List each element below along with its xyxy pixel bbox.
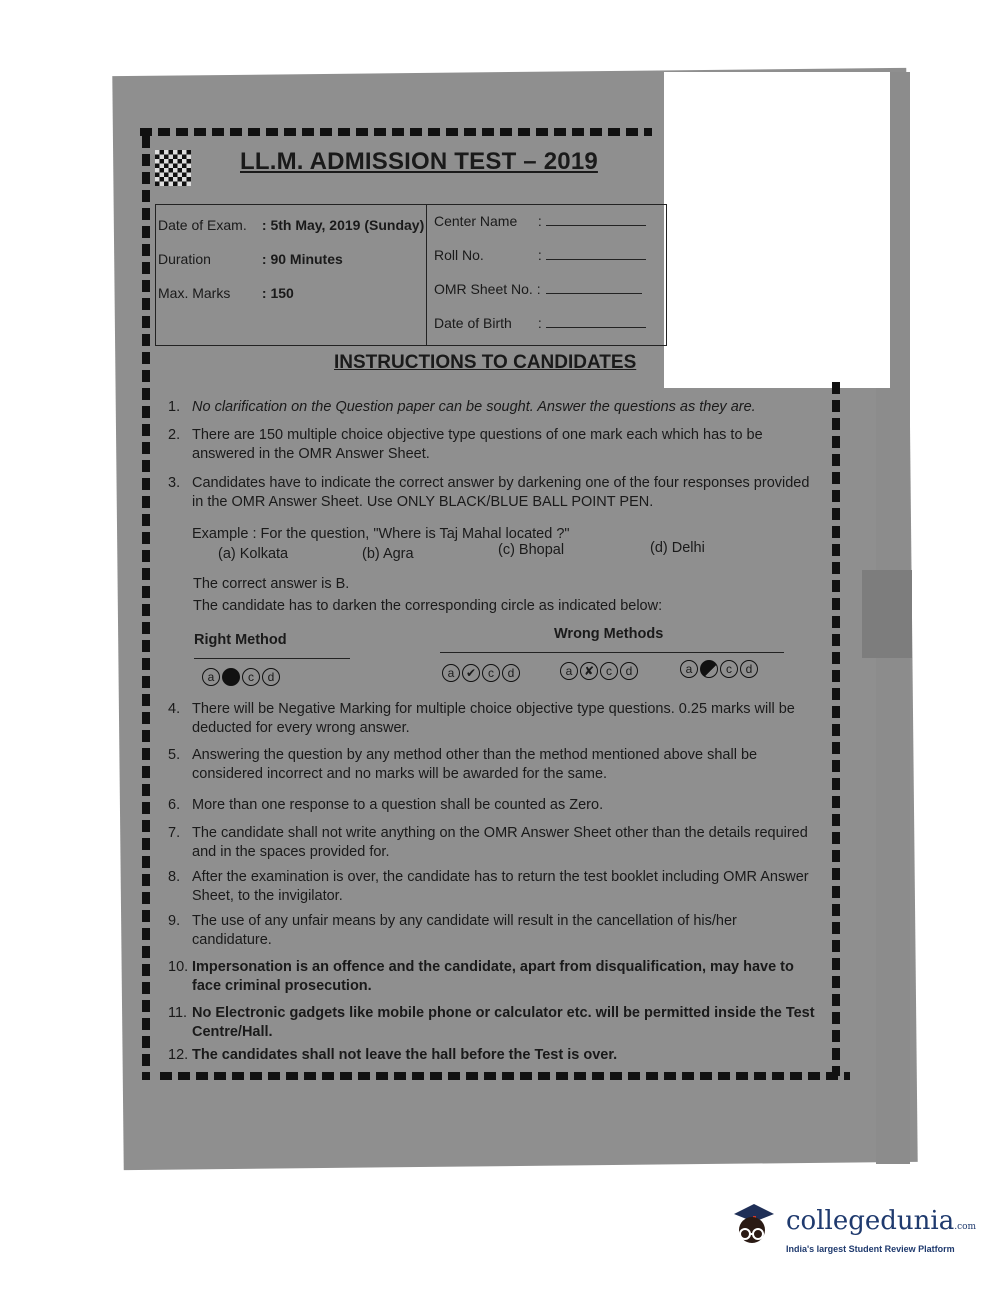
- student-mascot-icon: [728, 1200, 776, 1250]
- omr-label: OMR Sheet No. :: [434, 281, 541, 297]
- instruction-item: 6. More than one response to a question shall be counted as Zero.: [168, 797, 604, 813]
- bubble-d: d: [740, 660, 758, 678]
- wrong-method-cross-bubbles: [560, 662, 638, 680]
- logo-wordmark: collegedunia.com: [786, 1206, 977, 1236]
- example-option-b: (b) Agra: [362, 546, 414, 562]
- bubble-b-ticked: ✔: [462, 664, 480, 682]
- bubble-a: a: [560, 662, 578, 680]
- dob-row: [434, 315, 646, 331]
- center-colon: :: [537, 213, 542, 229]
- dob-field: [546, 317, 646, 328]
- instruction-item: 9. The use of any unfair means by any candidate will result in the cancellation of his/her candidature.: [168, 913, 737, 948]
- bubble-d: d: [502, 664, 520, 682]
- duration-row: [158, 251, 343, 267]
- example-option-c: (c) Bhopal: [498, 542, 565, 558]
- blank-patch: [664, 72, 890, 388]
- bubble-a: a: [442, 664, 460, 682]
- bubble-c: c: [242, 668, 260, 686]
- example-darken: The candidate has to darken the corresponding circle as indicated below:: [193, 598, 663, 614]
- dashed-border-right: [832, 382, 840, 1076]
- omr-field: [546, 283, 642, 294]
- example-question: Example : For the question, "Where is Taj Mahal located ?": [192, 526, 570, 542]
- logo-suffix: .com: [954, 1222, 977, 1232]
- bubble-a: a: [680, 660, 698, 678]
- bubble-c: c: [482, 664, 500, 682]
- center-label: Center Name: [434, 213, 518, 229]
- right-method-label: Right Method: [194, 632, 287, 648]
- bubble-d: d: [262, 668, 280, 686]
- dashed-border-top: [140, 128, 652, 136]
- date-value: : 5th May, 2019 (Sunday): [261, 217, 425, 233]
- center-row: [434, 213, 646, 229]
- instruction-item: 8. After the examination is over, the candidate has to return the test booklet including OMR Answer Sheet, to the invigilator.: [168, 869, 809, 904]
- instruction-item: 12. The candidates shall not leave the hall before the Test is over.: [168, 1047, 618, 1063]
- instruction-item: 3. Candidates have to indicate the correct answer by darkening one of the four responses provided in the OMR Answer Sheet. Use ONLY BLACK/BLUE BALL POINT PEN.: [168, 475, 810, 510]
- logo-tagline: India's largest Student Review Platform: [786, 1244, 955, 1254]
- page-title: LL.M. ADMISSION TEST – 2019: [240, 148, 598, 175]
- example-option-d: (d) Delhi: [650, 540, 705, 556]
- marks-row: [158, 285, 294, 301]
- dob-label: Date of Birth: [434, 315, 512, 331]
- right-method-rule: [194, 658, 350, 659]
- roll-field: [546, 249, 646, 260]
- qr-code-icon: [155, 150, 191, 186]
- exam-info-table: [155, 204, 667, 346]
- instruction-item: 2. There are 150 multiple choice objective type questions of one mark each which has to be answered in the OMR Answer Sheet.: [168, 427, 763, 462]
- example-option-a: (a) Kolkata: [218, 546, 289, 562]
- duration-value: : 90 Minutes: [261, 251, 343, 267]
- bubble-b-partial: [700, 660, 718, 678]
- instruction-item: 10. Impersonation is an offence and the candidate, apart from disqualification, may have to face criminal prosecution.: [168, 959, 794, 994]
- bubble-b-crossed: ✘: [580, 662, 598, 680]
- right-method-bubbles: [202, 668, 280, 686]
- marks-value: : 150: [261, 285, 294, 301]
- center-field: [546, 215, 646, 226]
- omr-row: [434, 281, 642, 297]
- instruction-item: 1. No clarification on the Question paper can be sought. Answer the questions as they are.: [168, 399, 756, 415]
- bubble-b-filled: [222, 668, 240, 686]
- marks-label: Max. Marks: [158, 285, 231, 301]
- roll-colon: :: [537, 247, 542, 263]
- wrong-methods-label: Wrong Methods: [554, 626, 664, 642]
- duration-label: Duration: [158, 251, 211, 267]
- wrong-method-partial-bubbles: [680, 660, 758, 678]
- instruction-item: 11. No Electronic gadgets like mobile phone or calculator etc. will be permitted inside the Test Centre/Hall.: [168, 1005, 815, 1040]
- bubble-c: c: [720, 660, 738, 678]
- table-divider: [426, 205, 427, 345]
- dashed-border-left: [142, 136, 150, 1080]
- bubble-a: a: [202, 668, 220, 686]
- dashed-border-bottom: [160, 1072, 850, 1080]
- instructions-heading: INSTRUCTIONS TO CANDIDATES: [334, 352, 637, 373]
- instruction-item: 5. Answering the question by any method other than the method mentioned above shall be considered incorrect and no marks will be awarded for the same.: [168, 747, 758, 782]
- wrong-methods-rule: [440, 652, 784, 653]
- date-row: [158, 217, 424, 233]
- dob-colon: :: [537, 315, 542, 331]
- instruction-item: 4. There will be Negative Marking for multiple choice objective type questions. 0.25 marks will be deducted for every wrong answer.: [168, 701, 795, 736]
- date-label: Date of Exam.: [158, 217, 247, 233]
- page-tab: [862, 570, 912, 658]
- wrong-method-tick-bubbles: [442, 664, 520, 682]
- roll-row: [434, 247, 646, 263]
- bubble-c: c: [600, 662, 618, 680]
- roll-label: Roll No.: [434, 247, 484, 263]
- example-answer: The correct answer is B.: [193, 576, 350, 592]
- bubble-d: d: [620, 662, 638, 680]
- instruction-item: 7. The candidate shall not write anything on the OMR Answer Sheet other than the details required and in the spaces provided for.: [168, 825, 808, 860]
